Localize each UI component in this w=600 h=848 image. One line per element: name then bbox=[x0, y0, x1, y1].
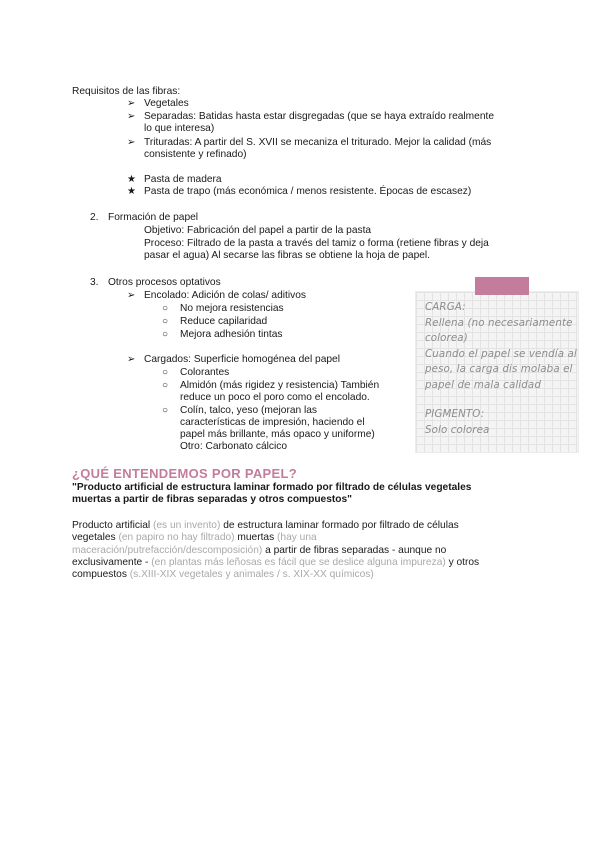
cargados-item-cont: reduce un poco el poro como el encolado. bbox=[180, 392, 370, 403]
section-heading: ¿QUÉ ENTENDEMOS POR PAPEL? bbox=[72, 466, 297, 481]
para-annotation: (en papiro no hay filtrado) bbox=[118, 532, 235, 544]
para-segment: Producto artificial bbox=[72, 520, 153, 531]
arrow-bullet-icon: ➢ bbox=[127, 354, 136, 365]
note-line: Rellena (no necesariamente bbox=[425, 317, 573, 329]
cargados-item: Colorantes bbox=[180, 367, 230, 378]
formacion-proceso: Proceso: Filtrado de la pasta a través del tamiz o forma (retiene fibras y deja bbox=[144, 238, 489, 249]
cargados-item-cont: características de impresión, haciendo el bbox=[180, 417, 365, 428]
circle-bullet-icon: ○ bbox=[162, 380, 169, 391]
otros-number: 3. bbox=[90, 277, 99, 288]
circle-bullet-icon: ○ bbox=[162, 316, 169, 327]
encolado: Encolado: Adición de colas/ aditivos bbox=[144, 290, 306, 301]
formacion-proceso-cont: pasar el agua) Al secarse las fibras se obtiene la hoja de papel. bbox=[144, 250, 430, 261]
cargados: Cargados: Superficie homogénea del papel bbox=[144, 354, 340, 365]
encolado-item: Reduce capilaridad bbox=[180, 316, 268, 327]
note-line: PIGMENTO: bbox=[425, 408, 485, 420]
pasta-madera: Pasta de madera bbox=[144, 174, 222, 185]
note-line: Cuando el papel se vendía al bbox=[425, 348, 577, 360]
arrow-bullet-icon: ➢ bbox=[127, 137, 136, 148]
requisito-vegetales: Vegetales bbox=[144, 98, 189, 109]
definition-quote-cont: muertas a partir de fibras separadas y otros compuestos" bbox=[72, 494, 352, 505]
note-line: CARGA: bbox=[425, 301, 466, 313]
cargados-item-cont: papel más brillante, más opaco y uniforme) bbox=[180, 429, 375, 440]
pasta-trapo: Pasta de trapo (más económica / menos resistente. Épocas de escasez) bbox=[144, 186, 472, 197]
arrow-bullet-icon: ➢ bbox=[127, 98, 136, 109]
definition-paragraph bbox=[72, 520, 502, 581]
para-annotation: (s.XIII-XIX vegetales y animales / s. XIX-XX químicos) bbox=[129, 569, 374, 581]
circle-bullet-icon: ○ bbox=[162, 367, 169, 378]
otros-title: Otros procesos optativos bbox=[108, 277, 221, 288]
formacion-number: 2. bbox=[90, 212, 99, 223]
requisito-separadas: Separadas: Batidas hasta estar disgregadas (que se haya extraído realmente bbox=[144, 111, 494, 122]
para-annotation: (es un invento) bbox=[152, 520, 221, 531]
arrow-bullet-icon: ➢ bbox=[127, 111, 136, 122]
encolado-item: Mejora adhesión tintas bbox=[180, 329, 283, 340]
requisito-trituradas-cont: consistente y refinado) bbox=[144, 149, 247, 160]
star-bullet-icon: ★ bbox=[127, 186, 136, 197]
requisito-separadas-cont: lo que interesa) bbox=[144, 123, 215, 134]
circle-bullet-icon: ○ bbox=[162, 303, 169, 314]
sticky-note-tab bbox=[475, 277, 529, 295]
formacion-objetivo: Objetivo: Fabricación del papel a partir de la pasta bbox=[144, 225, 372, 236]
para-annotation: (en plantas más leñosas es fácil que se deslice alguna impureza) bbox=[151, 556, 446, 568]
circle-bullet-icon: ○ bbox=[162, 405, 169, 416]
requisitos-title: Requisitos de las fibras: bbox=[72, 86, 181, 97]
cargados-item: Almidón (más rigidez y resistencia) También bbox=[180, 380, 380, 391]
note-line: colorea) bbox=[425, 332, 468, 344]
para-segment: a partir de fibras separadas - aunque no exclusivamente - bbox=[72, 544, 447, 568]
note-line: papel de mala calidad bbox=[425, 379, 541, 391]
note-line: peso, la carga dis molaba el bbox=[425, 363, 573, 375]
para-segment: y otros compuestos bbox=[72, 556, 480, 581]
cargados-item-otro: Otro: Carbonato cálcico bbox=[180, 441, 288, 452]
encolado-item: No mejora resistencias bbox=[180, 303, 284, 314]
note-line: Solo colorea bbox=[425, 424, 490, 436]
cargados-item: Colín, talco, yeso (mejoran las bbox=[180, 405, 318, 416]
para-segment: muertas bbox=[234, 532, 278, 544]
para-annotation: (hay una maceración/putrefacción/descomposición) bbox=[72, 532, 317, 556]
requisito-trituradas: Trituradas: A partir del S. XVII se mecaniza el triturado. Mejor la calidad (más bbox=[144, 137, 492, 148]
formacion-title: Formación de papel bbox=[108, 212, 199, 223]
para-segment: de estructura laminar formado por filtrado de células vegetales bbox=[72, 520, 459, 544]
arrow-bullet-icon: ➢ bbox=[127, 290, 136, 301]
definition-quote: "Producto artificial de estructura laminar formado por filtrado de células vegetales bbox=[72, 482, 472, 493]
circle-bullet-icon: ○ bbox=[162, 329, 169, 340]
star-bullet-icon: ★ bbox=[127, 174, 136, 185]
